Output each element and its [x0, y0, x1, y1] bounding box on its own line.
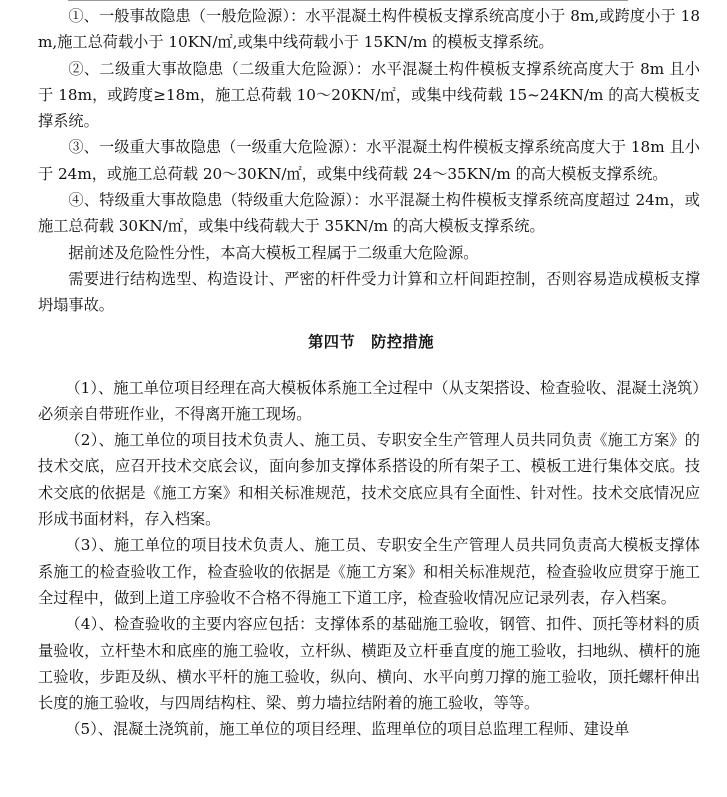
- section-title: 防控措施: [371, 332, 434, 351]
- measure-item-3: （3）、施工单位的项目技术负责人、施工员、专职安全生产管理人员共同负责高大模板支撑体系施工的检查验收工作，检查验收的依据是《施工方案》和相关标准规范，检查验收应贯穿于施工全过程中，做到上道工序验收不合格不得施工下道工序，检查验收情况应记录列表，存入档案。: [38, 536, 700, 607]
- section-number: 第四节: [308, 332, 356, 351]
- hazard-level-second-major: ②、二级重大事故隐患（二级重大危险源）：水平混凝土构件模板支撑系统高度大于 8m 且小于 18m，或跨度≥18m，施工总荷载 10～20KN/㎡，或集中线荷载 15~24KN/m 的高大模板支撑系统。: [38, 59, 700, 131]
- hazard-level-general: ①、一般事故隐患（一般危险源）：水平混凝土构件模板支撑系统高度小于 8m,或跨度小于 18m,施工总荷载小于 10KN/㎡,或集中线荷载小于 15KN/m 的模板支撑系统。: [38, 7, 700, 52]
- measure-item-4: （4）、检查验收的主要内容应包括：支撑体系的基础施工验收，钢管、扣件、顶托等材料的质量验收，立杆垫木和底座的施工验收，立杆纵、横距及立杆垂直度的施工验收，扫地纵、横杆的施工验收，步距及纵、横水平杆的施工验收，纵向、横向、水平向剪刀撑的施工验收，顶托螺杆伸出长度的施工验收，与四周结构柱、梁、剪力墙拉结附着的施工验收，等等。: [38, 615, 700, 713]
- hazard-level-special-major: ④、特级重大事故隐患（特级重大危险源）：水平混凝土构件模板支撑系统高度超过 24m，或施工总荷载 30KN/㎡，或集中线荷载大于 35KN/m 的高大模板支撑系统。: [38, 191, 700, 236]
- measure-item-5: （5）、混凝土浇筑前，施工单位的项目经理、监理单位的项目总监理工程师、建设单: [65, 720, 630, 739]
- top-divider: [68, 0, 628, 1]
- document-body: [38, 3, 700, 743]
- measures-list: [38, 375, 700, 743]
- hazard-conclusion: 据前述及危险性分性，本高大模板工程属于二级重大危险源。: [68, 243, 479, 262]
- measure-item-1: （1）、施工单位项目经理在高大模板体系施工全过程中（从支架搭设、检查验收、混凝土浇筑）必须亲自带班作业，不得离开施工现场。: [38, 378, 700, 423]
- section-heading: [38, 319, 700, 371]
- hazard-level-first-major: ③、一级重大事故隐患（一级重大危险源）：水平混凝土构件模板支撑系统高度大于 18m 且小于 24m，或施工总荷载 20～30KN/㎡，或集中线荷载 24～35KN/m 的高大模板支撑系统。: [38, 138, 700, 183]
- control-requirement: 需要进行结构选型、构造设计、严密的杆件受力计算和立杆间距控制，否则容易造成模板支撑坍塌事故。: [38, 269, 700, 315]
- measure-item-2: （2）、施工单位的项目技术负责人、施工员、专职安全生产管理人员共同负责《施工方案》的技术交底，应召开技术交底会议，面向参加支撑体系搭设的所有架子工、模板工进行集体交底。技术交底的依据是《施工方案》和相关标准规范，技术交底应具有全面性、针对性。技术交底情况应形成书面材料，存入档案。: [38, 431, 700, 529]
